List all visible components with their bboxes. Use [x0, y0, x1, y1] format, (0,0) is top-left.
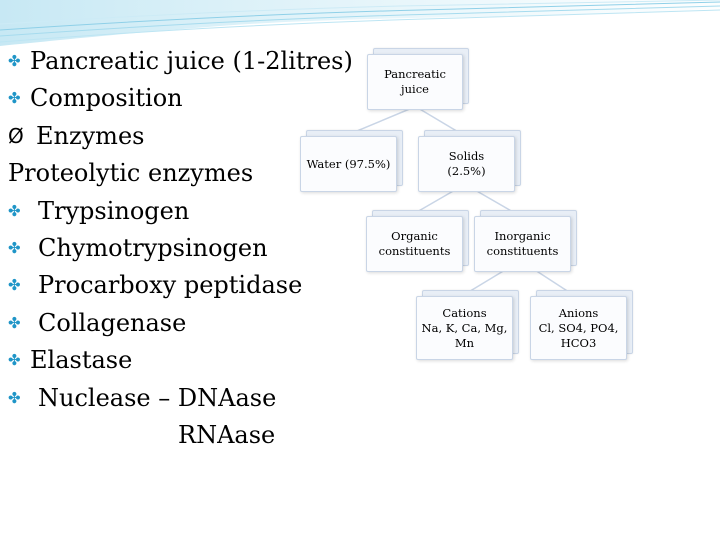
node-label-line: constituents — [378, 244, 451, 258]
bullet-text: RNAase — [178, 421, 276, 450]
bullet-text: Nuclease – DNAase — [38, 383, 277, 412]
node-front-panel — [366, 216, 463, 272]
node-label-line: Inorganic — [494, 229, 551, 243]
swirl-bullet-icon: ✤ — [8, 313, 21, 332]
swirl-bullet-icon: ✤ — [8, 276, 21, 295]
node-front-panel — [416, 296, 513, 360]
arrow-bullet-icon: Ø — [8, 123, 24, 148]
swirl-bullet-icon: ✤ — [8, 89, 21, 108]
node-label-line: Anions — [558, 305, 599, 320]
bullet-text: Elastase — [30, 346, 133, 375]
node-label-line: HCO3 — [560, 335, 597, 350]
node-solids — [418, 136, 513, 190]
node-front-panel — [530, 296, 627, 360]
bullet-text: Trypsinogen — [38, 196, 190, 225]
swirl-bullet-icon: ✤ — [8, 388, 21, 407]
node-front-panel — [474, 216, 571, 272]
bullet-text: Proteolytic enzymes — [8, 159, 254, 188]
node-anions — [530, 296, 625, 358]
node-label-line: Cations — [442, 305, 487, 320]
node-label-line: Solids — [448, 149, 485, 163]
node-pancreatic-juice — [367, 54, 461, 108]
node-inorganic-constituents — [474, 216, 569, 270]
swirl-bullet-icon: ✤ — [8, 351, 21, 370]
node-label-line: constituents — [486, 244, 559, 258]
node-front-panel — [300, 136, 397, 192]
node-label-line: Organic — [391, 229, 438, 243]
bullet-text: Collagenase — [38, 308, 187, 337]
node-label-line: Pancreatic — [384, 67, 446, 81]
node-front-panel — [418, 136, 515, 192]
swirl-bullet-icon: ✤ — [8, 201, 21, 220]
node-organic-constituents — [366, 216, 461, 270]
bullet-text: Chymotrypsinogen — [38, 234, 268, 263]
bullet-text: Enzymes — [36, 121, 145, 150]
bullet-text: Pancreatic juice (1-2litres) — [30, 47, 353, 75]
swirl-bullet-icon: ✤ — [8, 52, 21, 70]
node-label-line: Water (97.5%) — [306, 156, 391, 171]
node-front-panel — [367, 54, 463, 110]
node-label-line: Mn — [454, 335, 475, 350]
node-water — [300, 136, 395, 190]
node-label-line: juice — [401, 82, 429, 96]
swirl-bullet-icon: ✤ — [8, 239, 21, 258]
node-label-line: (2.5%) — [447, 164, 486, 178]
bullet-text: Procarboxy peptidase — [38, 271, 303, 300]
node-cations — [416, 296, 511, 358]
bullet-text: Composition — [30, 84, 183, 113]
node-label-line: Na, K, Ca, Mg, — [421, 320, 508, 335]
node-label-line: Cl, SO4, PO4, — [538, 320, 619, 335]
